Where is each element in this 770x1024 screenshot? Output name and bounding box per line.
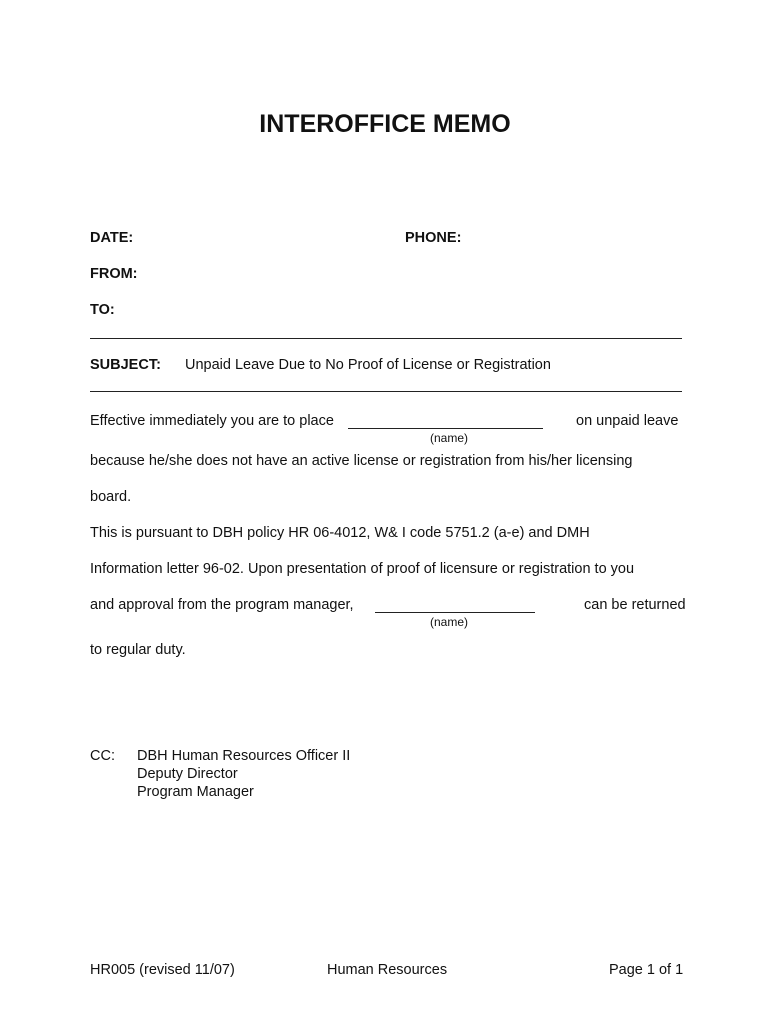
body-line-6-prefix: and approval from the program manager,: [90, 597, 354, 613]
name-hint-2: (name): [430, 615, 469, 629]
footer-form-id: HR005 (revised 11/07): [90, 962, 235, 978]
employee-name-blank[interactable]: [348, 414, 543, 429]
body-line-1-suffix: on unpaid leave: [576, 413, 679, 429]
manager-name-blank[interactable]: [375, 598, 535, 613]
body-line-5: Information letter 96-02. Upon presentation of proof of licensure or registration to you: [90, 561, 635, 577]
from-label: FROM:: [90, 266, 138, 282]
header-divider-bottom: [90, 391, 682, 392]
body-line-1-prefix: Effective immediately you are to place: [90, 413, 334, 429]
body-line-4: This is pursuant to DBH policy HR 06-4012, W& I code 5751.2 (a-e) and DMH: [90, 525, 590, 541]
body-line-3: board.: [90, 489, 132, 505]
body-line-7: to regular duty.: [90, 642, 186, 658]
subject-label: SUBJECT:: [90, 357, 161, 373]
cc-label: CC:: [90, 748, 115, 764]
cc-recipient-2: Deputy Director: [137, 766, 238, 782]
cc-recipient-1: DBH Human Resources Officer II: [137, 748, 351, 764]
cc-recipient-3: Program Manager: [137, 784, 254, 800]
footer-page-number: Page 1 of 1: [609, 962, 684, 978]
body-line-2: because he/she does not have an active license or registration from his/her licensing: [90, 453, 633, 469]
phone-label: PHONE:: [405, 230, 462, 246]
footer-department: Human Resources: [327, 962, 448, 978]
to-label: TO:: [90, 302, 115, 318]
header-divider-top: [90, 338, 682, 339]
date-label: DATE:: [90, 230, 134, 246]
memo-title: INTEROFFICE MEMO: [259, 110, 511, 138]
subject-text: Unpaid Leave Due to No Proof of License or Registration: [185, 357, 551, 373]
body-line-6-suffix: can be returned: [584, 597, 686, 613]
name-hint-1: (name): [430, 431, 469, 445]
